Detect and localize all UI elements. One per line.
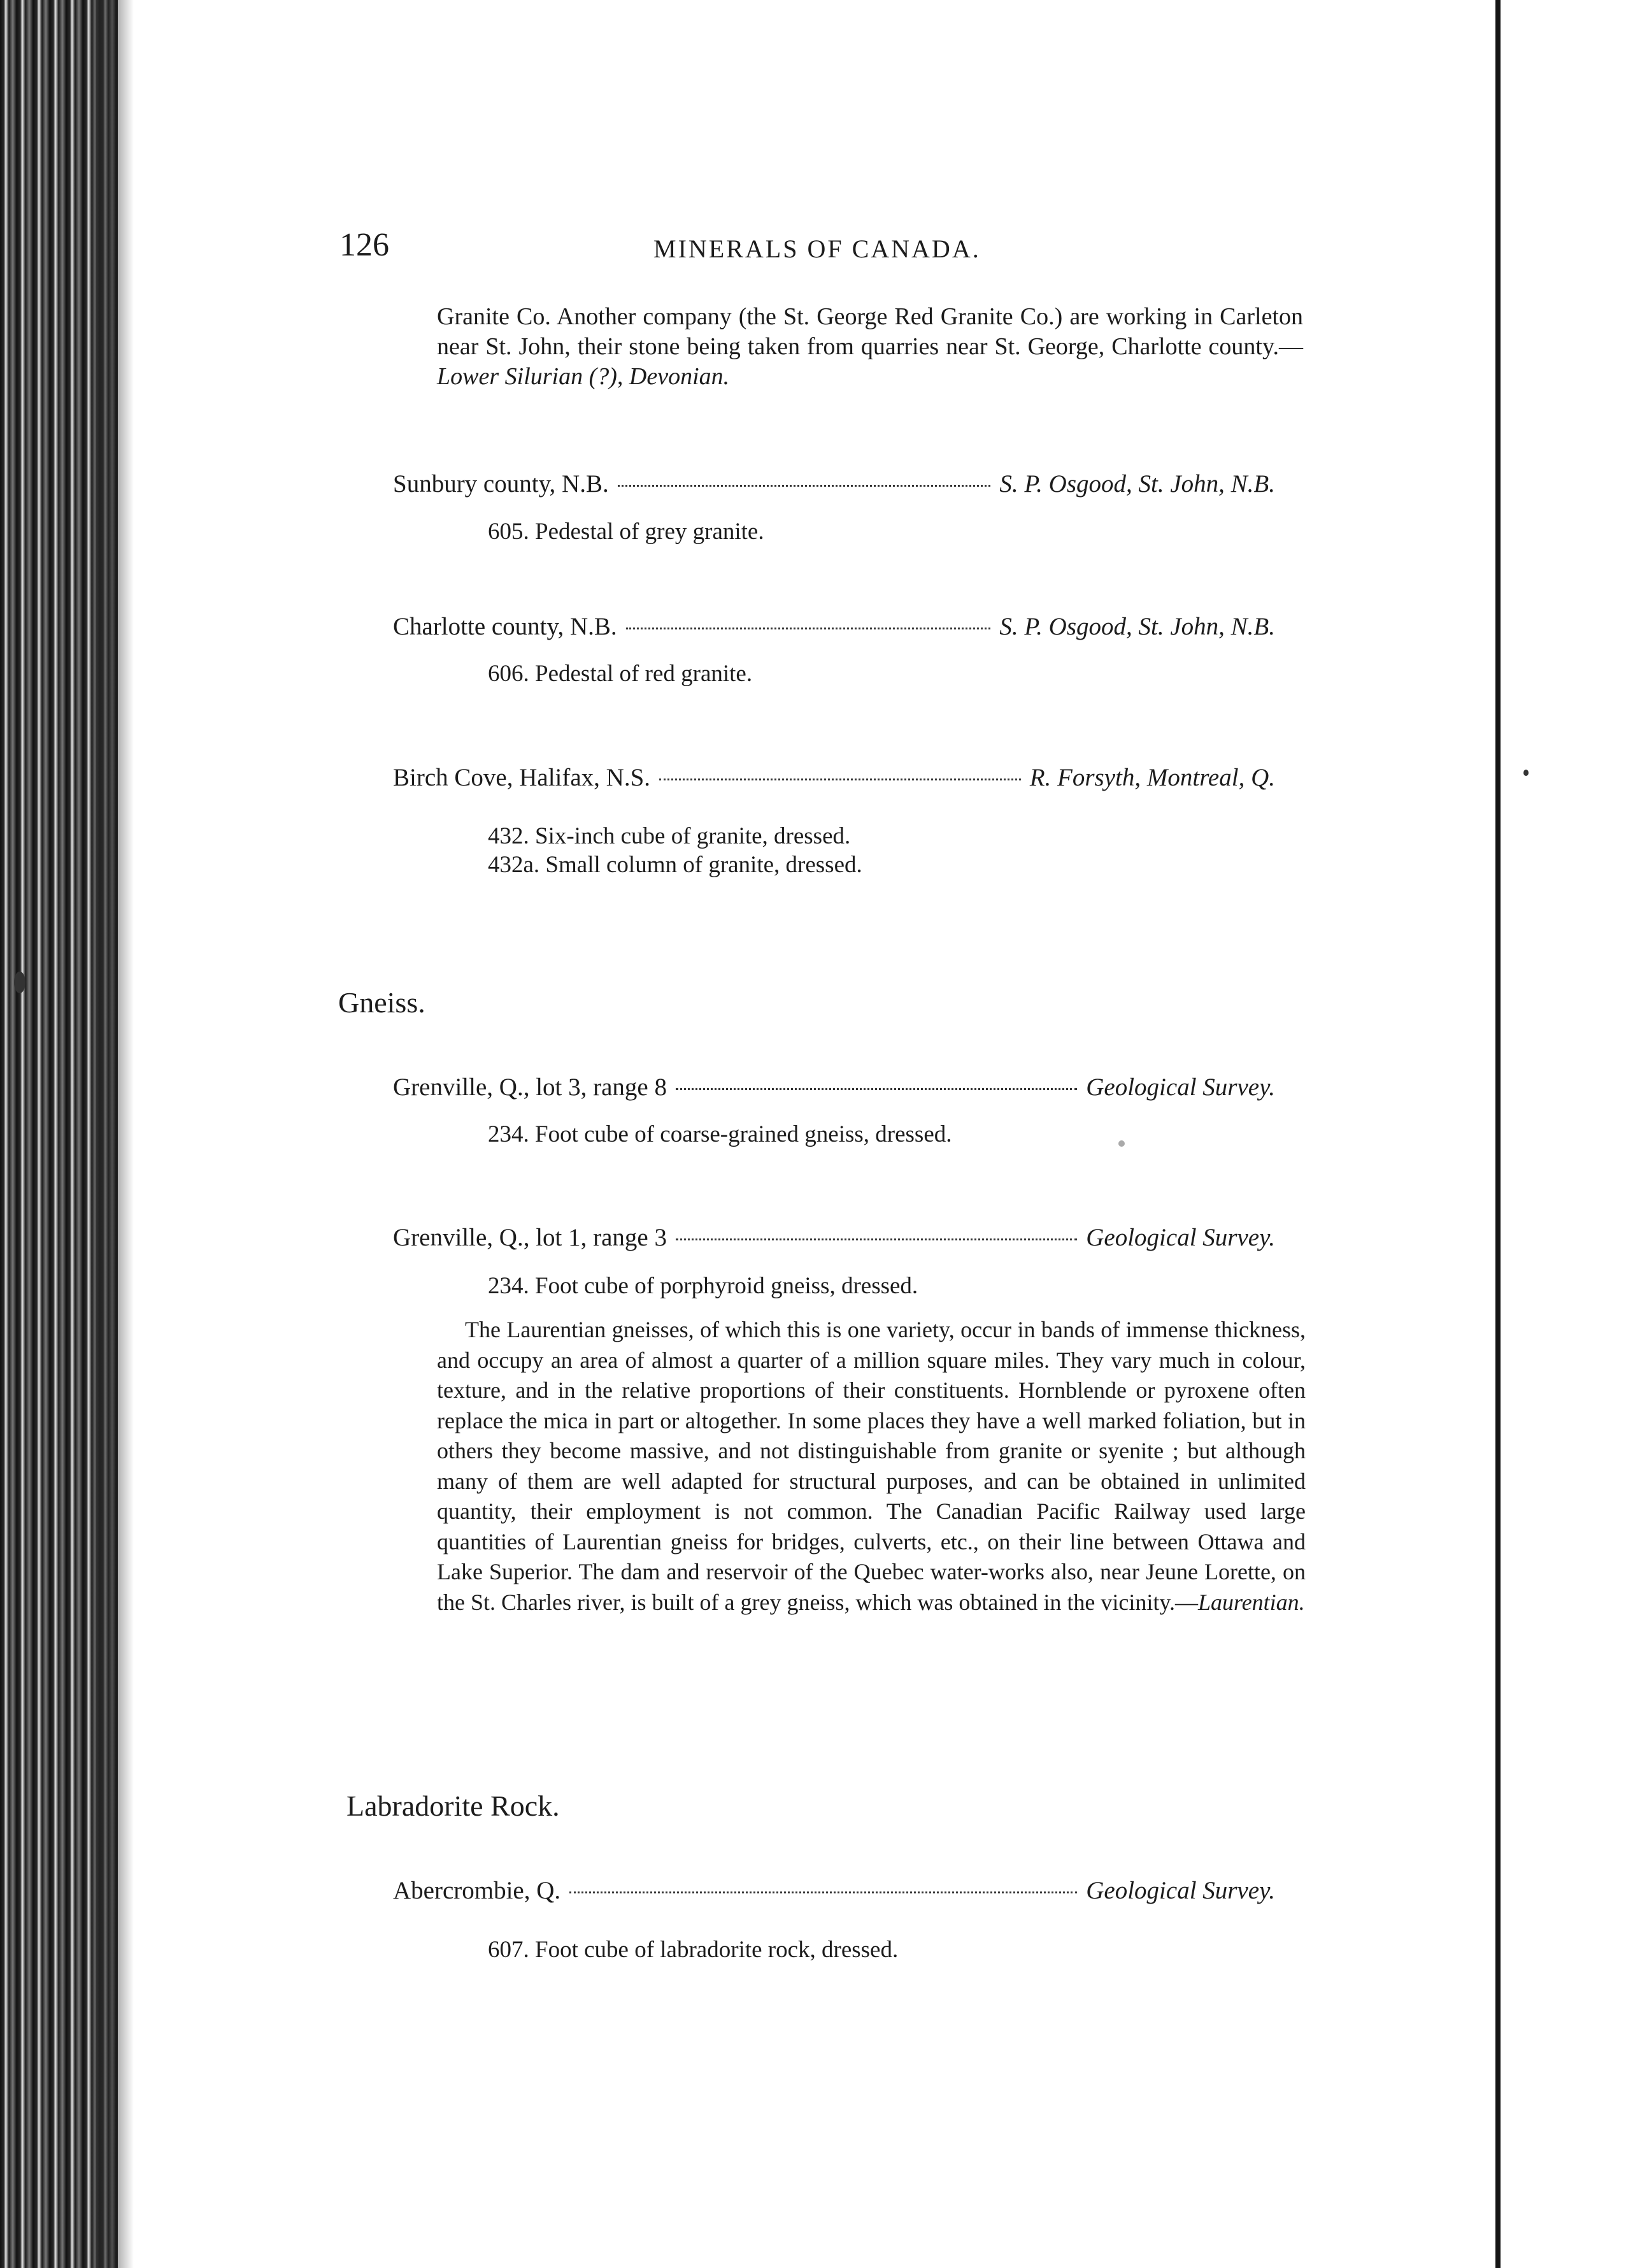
entry-location: Grenville, Q., lot 3, range 8 <box>393 1073 667 1101</box>
entry-donor: S. P. Osgood, St. John, N.B. <box>999 613 1275 640</box>
scan-speck <box>1118 1140 1125 1147</box>
specimen-item: 605. Pedestal of grey granite. <box>488 519 764 545</box>
catalogue-entry <box>393 1876 1275 1905</box>
entry-location: Sunbury county, N.B. <box>393 470 609 498</box>
intro-paragraph <box>437 302 1303 392</box>
dot-leader <box>618 485 991 487</box>
specimen-item: 234. Foot cube of coarse-grained gneiss, dressed. <box>488 1121 952 1147</box>
catalogue-entry <box>393 1073 1275 1102</box>
catalogue-entry <box>393 612 1275 641</box>
page-number: 126 <box>339 227 389 263</box>
catalogue-entry <box>393 470 1275 498</box>
section-heading: Labradorite Rock. <box>346 1790 560 1822</box>
dot-leader <box>676 1238 1077 1240</box>
specimen-item: 432a. Small column of granite, dressed. <box>488 852 862 878</box>
entry-location: Abercrombie, Q. <box>393 1877 561 1904</box>
specimen-item: 234. Foot cube of porphyroid gneiss, dressed. <box>488 1273 918 1299</box>
specimen-item: 606. Pedestal of red granite. <box>488 661 753 687</box>
intro-age: Lower Silurian (?), Devonian. <box>437 363 730 390</box>
catalogue-entry <box>393 763 1275 792</box>
entry-donor: R. Forsyth, Montreal, Q. <box>1029 764 1275 791</box>
entry-location: Charlotte county, N.B. <box>393 613 617 640</box>
dot-leader <box>626 628 991 629</box>
descriptive-note <box>437 1315 1306 1618</box>
entry-location: Grenville, Q., lot 1, range 3 <box>393 1224 667 1251</box>
entry-donor: Geological Survey. <box>1086 1073 1275 1101</box>
catalogue-entry <box>393 1223 1275 1252</box>
entry-location: Birch Cove, Halifax, N.S. <box>393 764 651 791</box>
entry-donor: S. P. Osgood, St. John, N.B. <box>999 470 1275 498</box>
specimen-item: 607. Foot cube of labradorite rock, dressed. <box>488 1937 899 1963</box>
running-title: MINERALS OF CANADA. <box>653 234 981 263</box>
specimen-item: 432. Six-inch cube of granite, dressed. <box>488 823 851 849</box>
dot-leader <box>676 1088 1077 1090</box>
note-age: Laurentian. <box>1198 1589 1305 1615</box>
note-text: The Laurentian gneisses, of which this is one variety, occur in bands of immense thickness, and occupy an area of almost a quarter of a million square miles. They vary much in colour, texture, and in the relative proportions of their constituents. Hornblende or pyroxene often replace the mica in part or altogether. In some places they have a well marked foliation, but in others they become massive, and not distinguishable from granite or syenite ; but although many of them are well adapted for structural purposes, and can be obtained in unlimited quantity, their employment is not common. The Canadian Pacific Railway used large quantities of Laurentian gneiss for bridges, culverts, etc., on their line between Ottawa and Lake Superior. The dam and reservoir of the Quebec water-works also, near Jeune Lorette, on the St. Charles river, is built of a grey gneiss, which was obtained in the vicinity.— <box>437 1317 1306 1615</box>
dot-leader <box>569 1891 1077 1893</box>
entry-donor: Geological Survey. <box>1086 1224 1275 1251</box>
scan-speck <box>14 972 25 993</box>
dot-leader <box>659 779 1021 780</box>
entry-donor: Geological Survey. <box>1086 1877 1275 1904</box>
section-heading: Gneiss. <box>338 986 425 1019</box>
intro-text: Granite Co. Another company (the St. George Red Granite Co.) are working in Carleton near St. John, their stone being taken from quarries near St. George, Charlotte county.— <box>437 303 1303 360</box>
scan-speck <box>1523 770 1529 776</box>
